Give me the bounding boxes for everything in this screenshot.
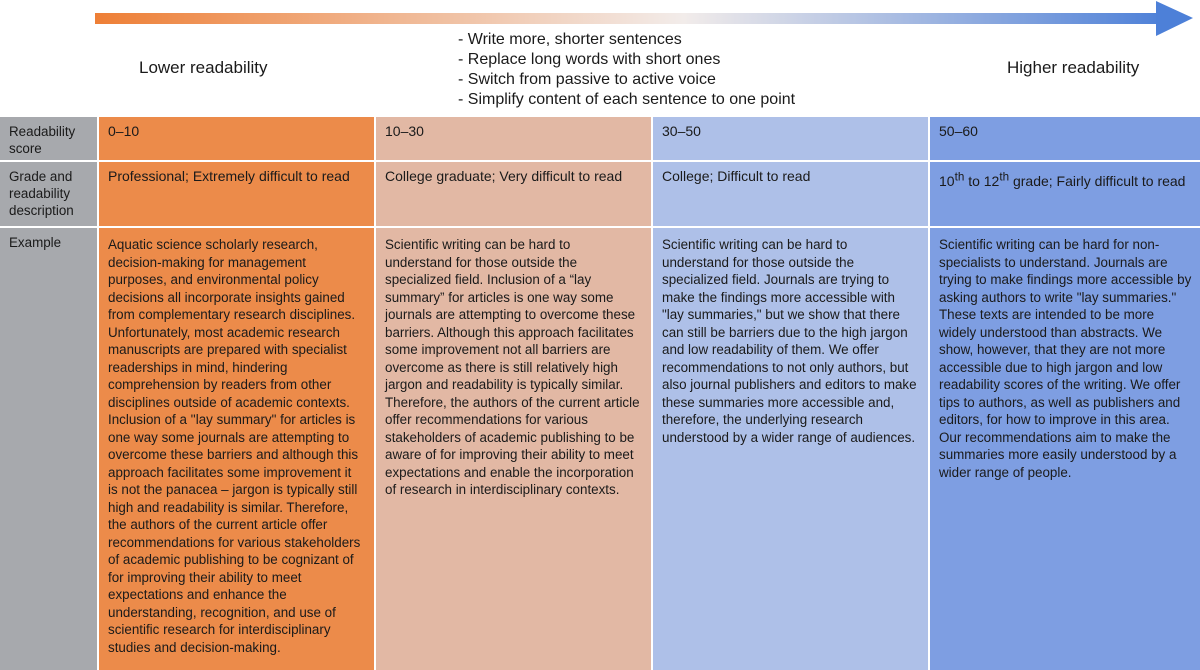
description-text	[939, 170, 1186, 189]
grade-from: 10	[939, 172, 955, 189]
grade-from-suffix: th	[954, 170, 965, 183]
score-value: 30–50	[662, 123, 701, 139]
score-cell-0-10	[99, 117, 374, 160]
grade-to-suffix: th	[999, 170, 1010, 183]
row-label-example: Example	[0, 228, 97, 670]
example-cell-0-10: Aquatic science scholarly research, decision-making for management purposes, and environmental policy decisions all incorporate insights gained from complementary research disciplines. Unfortunately, most academic research manuscripts are prepared with specialist readerships in mind, hindering comprehension by readers from other disciplines outside of academic contexts. Inclusion of a ''lay summary" for articles is one way some journals are attempting to overcome these barriers and although this approach facilitates some improvement it is not the panacea – jargon is typically still high and readability is similar. Therefore, the authors of the current article offer recommendations for various stakeholders of academic publishing to be cognizant of for improving their ability to meet expectations and enhance the understanding, recognition, and use of scientific research for interdisciplinary studies and decision-making.	[99, 228, 374, 670]
score-value: 10–30	[385, 123, 424, 139]
example-cell-30-50: Scientific writing can be hard to understand for those outside the specialized field. Journals are trying to make the findings more accessible with "lay summaries," but we show that there can still be barriers due to the high jargon and low readability of them. We offer recommendations to not only authors, but also journal publishers and editors to make these summaries more accessible and, therefore, the underlying research understood by a wider range of audiences.	[653, 228, 928, 670]
readability-table	[0, 117, 1200, 666]
arrow-head	[1156, 1, 1193, 36]
score-value: 0–10	[108, 123, 140, 139]
lower-readability-label: Lower readability	[139, 58, 268, 77]
example-cell-10-30: Scientific writing can be hard to understand for those outside the specialized field. Inclusion of a “lay summary” for articles is one way some journals are attempting to overcome these barriers. Although this approach facilitates some improvement not all barriers are overcome as there is still relatively high jargon and readability is typically similar. Therefore, the authors of the current article offer recommendations for various stakeholders of academic publishing to be aware of for improving their ability to meet expectations and enable the incorporation of research in interdisciplinary contexts.	[376, 228, 651, 670]
description-cell-0-10	[99, 162, 374, 226]
tip-item: - Simplify content of each sentence to one point	[458, 91, 796, 108]
grade-rest: grade; Fairly difficult to read	[1009, 172, 1186, 189]
description-cell-50-60	[930, 162, 1200, 226]
higher-readability-label: Higher readability	[1007, 58, 1140, 77]
row-label-grade-description: Grade and readability description	[0, 162, 97, 226]
arrow-shaft	[95, 13, 1165, 24]
tip-item: - Switch from passive to active voice	[458, 71, 716, 88]
tip-item: - Replace long words with short ones	[458, 51, 721, 68]
score-cell-10-30	[376, 117, 651, 160]
description-text: Professional; Extremely difficult to read	[108, 168, 350, 184]
score-cell-30-50	[653, 117, 928, 160]
grade-to: to 12	[964, 172, 1000, 189]
description-cell-30-50	[653, 162, 928, 226]
tip-item: - Write more, shorter sentences	[458, 31, 682, 48]
score-value: 50–60	[939, 123, 978, 139]
writing-tips-list	[458, 30, 795, 110]
description-cell-10-30	[376, 162, 651, 226]
row-label-readability-score: Readability score	[0, 117, 97, 160]
description-text: College graduate; Very difficult to read	[385, 168, 623, 184]
description-text: College; Difficult to read	[662, 168, 811, 184]
score-cell-50-60	[930, 117, 1200, 160]
example-cell-50-60: Scientific writing can be hard for non-specialists to understand. Journals are trying to make findings more accessible by asking authors to write "lay summaries." These texts are intended to be more widely understood than abstracts. We show, however, that they are not more accessible due to high jargon and low readability scores of the writing. We offer tips to authors, as well as publishers and editors, for how to improve in this area. Our recommendations aim to make the summaries more easily understood by a wider range of people.	[930, 228, 1200, 670]
